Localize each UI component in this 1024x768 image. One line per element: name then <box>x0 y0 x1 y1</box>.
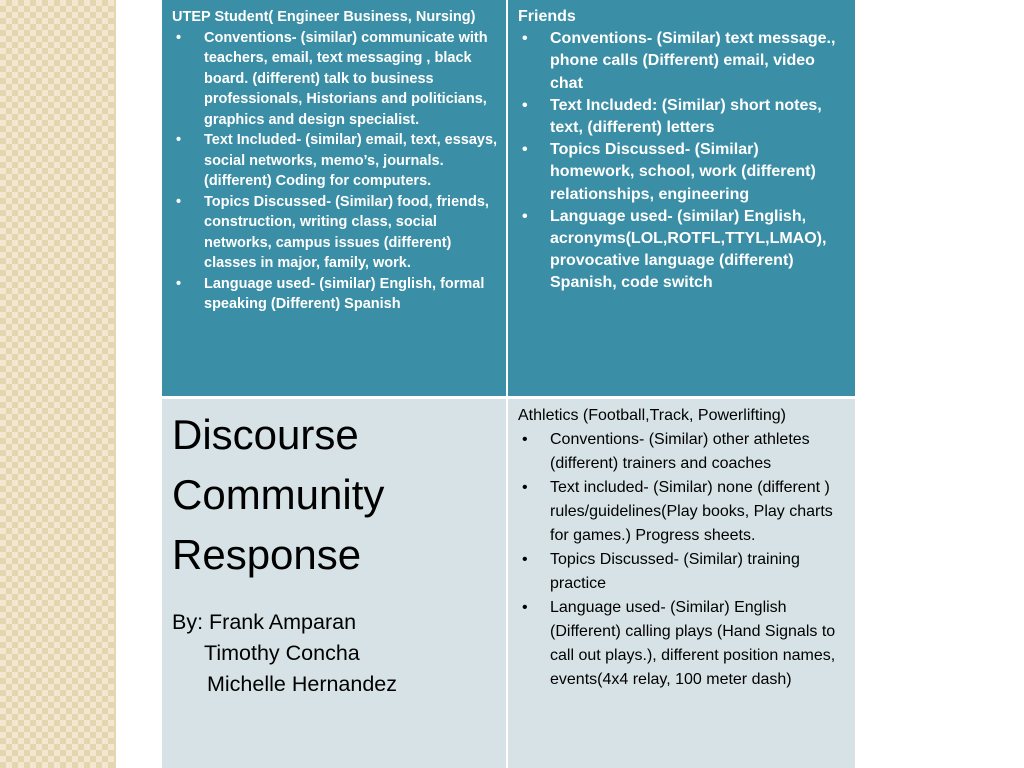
list-item: • Topics Discussed- (Similar) training practice <box>518 548 847 596</box>
list-item: • Text Included: (Similar) short notes, text, (different) letters <box>522 96 822 137</box>
friends-cell <box>508 0 855 399</box>
athletics-cell <box>508 399 855 768</box>
title-line: Community <box>172 471 385 518</box>
bullet-icon: • <box>522 551 528 568</box>
list-item: • Language used- (similar) English, acronyms(LOL,ROTFL,TTYL,LMAO), provocative language (different) Spanish, code switch <box>522 207 827 292</box>
bullet-icon: • <box>522 479 528 496</box>
list-item: • Topics Discussed- (Similar) homework, school, work (different) relationships, engineering <box>522 141 816 203</box>
list-item: • Conventions- (similar) communicate with teachers, email, text messaging , black board. (different) talk to business professionals, Historians and politicians, graphics and design specialist. <box>176 29 488 128</box>
bullet-icon: • <box>522 599 528 616</box>
content-table <box>162 0 855 768</box>
athletics-heading: Athletics (Football,Track, Powerlifting) <box>518 407 786 424</box>
author-name: Timothy Concha <box>204 641 360 665</box>
utep-student-heading: UTEP Student( Engineer Business, Nursing) <box>172 9 476 25</box>
bullet-icon: • <box>176 29 182 46</box>
friends-heading: Friends <box>518 8 576 25</box>
author-name: Michelle Hernandez <box>207 672 398 696</box>
friends-list <box>518 28 847 294</box>
list-item: • Topics Discussed- (Similar) food, friends, construction, writing class, social networks, campus issues (different) classes in major, family, work. <box>176 193 489 271</box>
bullet-icon: • <box>176 275 182 292</box>
bullet-icon: • <box>522 30 528 48</box>
list-item: • Conventions- (Similar) text message., phone calls (Different) email, video chat <box>522 30 836 92</box>
bullet-icon: • <box>522 207 528 225</box>
title-cell <box>162 399 508 768</box>
pattern-edge <box>114 0 116 768</box>
author-byline: By: Frank Amparan <box>172 610 357 634</box>
utep-student-cell <box>162 0 508 399</box>
bullet-icon: • <box>176 193 182 210</box>
list-item: • Conventions- (Similar) other athletes (different) trainers and coaches <box>518 428 847 476</box>
list-item: • Text included- (Similar) none (different ) rules/guidelines(Play books, Play charts for games.) Progress sheets. <box>518 476 847 548</box>
bullet-icon: • <box>522 431 528 448</box>
title-line: Discourse <box>172 411 359 458</box>
list-item: • Text Included- (similar) email, text, essays, social networks, memo’s, journals. (different) Coding for computers. <box>176 132 498 189</box>
utep-student-list <box>172 28 498 315</box>
list-item: • Language used- (Similar) English (Different) calling plays (Hand Signals to call out plays.), different position names, events(4x4 relay, 100 meter dash) <box>518 596 847 692</box>
athletics-list <box>518 428 847 692</box>
bullet-icon: • <box>176 132 182 148</box>
list-item: • Language used- (similar) English, formal speaking (Different) Spanish <box>176 275 485 312</box>
bullet-icon: • <box>522 141 528 159</box>
presentation-title <box>162 399 506 700</box>
bullet-icon: • <box>522 96 528 114</box>
author-list <box>172 607 506 700</box>
title-line: Response <box>172 531 362 578</box>
decorative-pattern-strip <box>0 0 114 768</box>
